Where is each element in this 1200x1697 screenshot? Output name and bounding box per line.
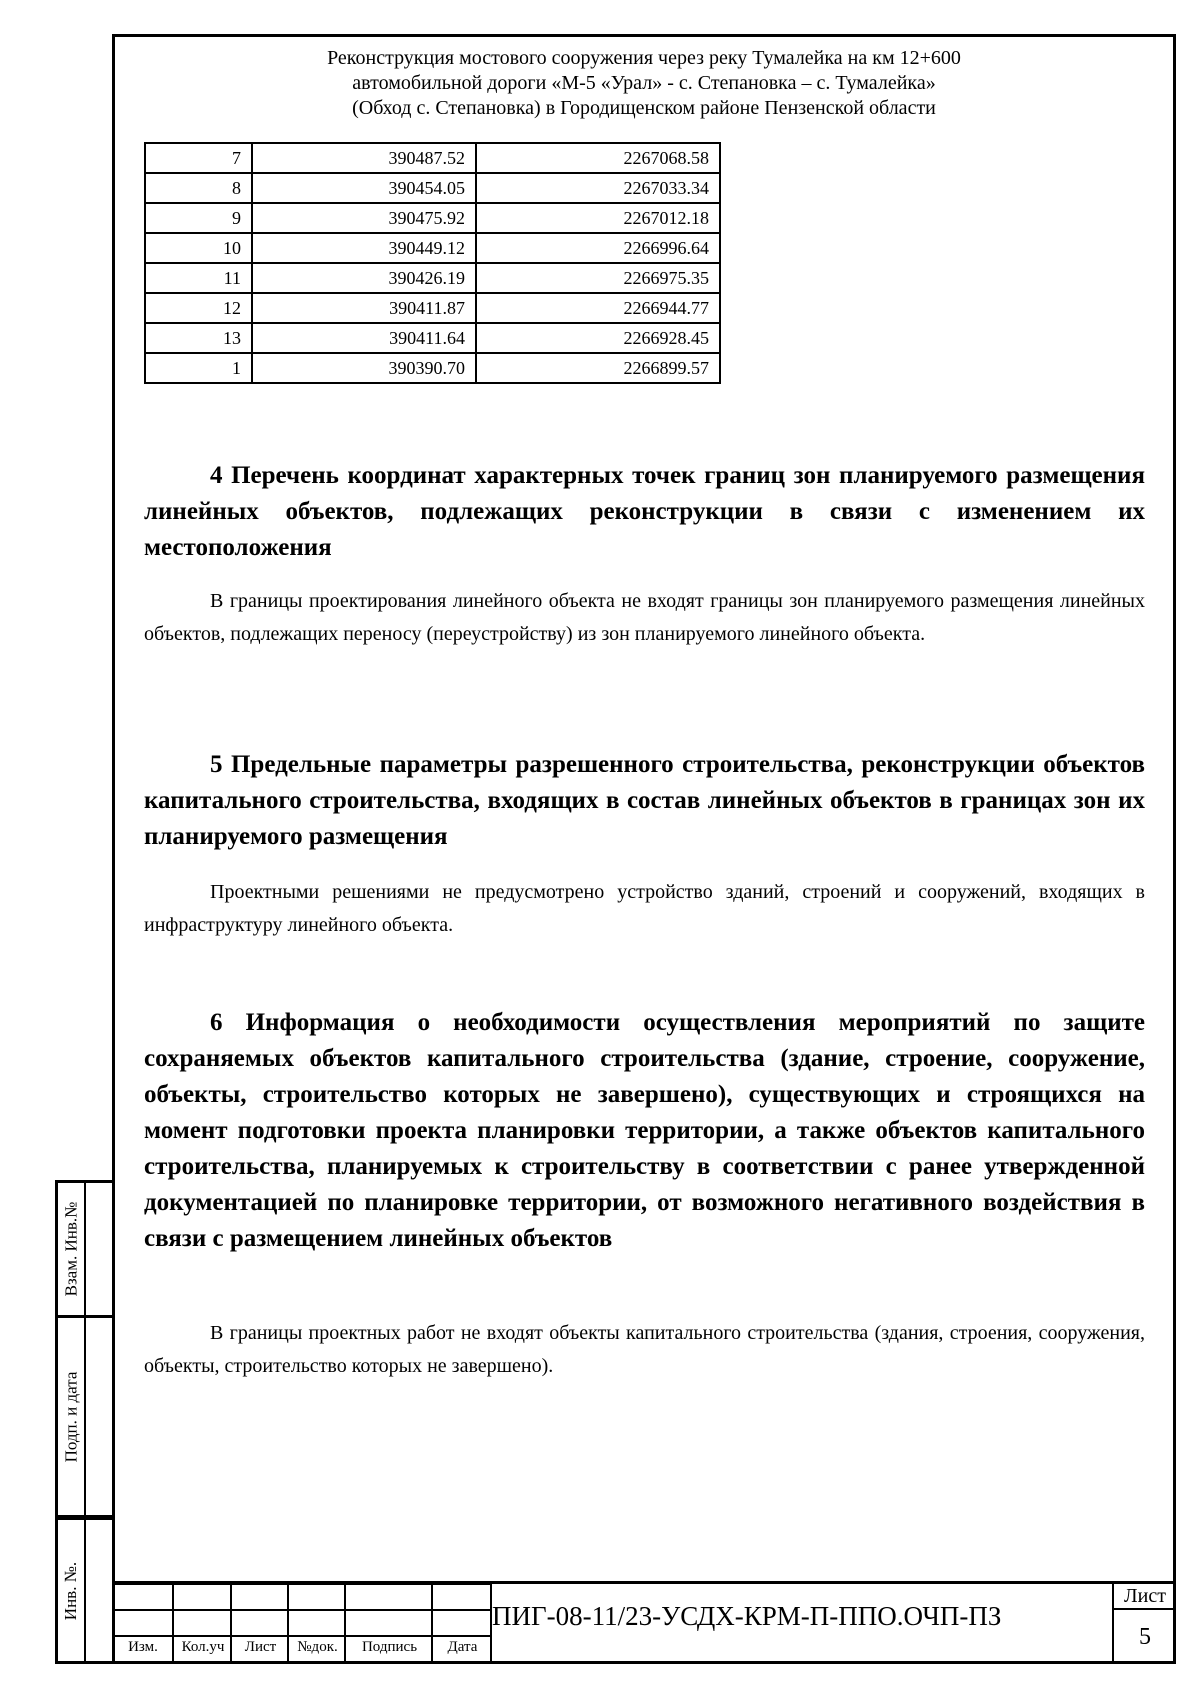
point-number: 1 bbox=[145, 353, 252, 383]
stamp-podpis: Подпись bbox=[361, 1639, 418, 1655]
document-code: ПИГ-08-11/23-УСДХ-КРМ-П-ППО.ОЧП-ПЗ bbox=[492, 1601, 1002, 1631]
coord-x: 390487.52 bbox=[252, 143, 476, 173]
coord-y: 2266899.57 bbox=[476, 353, 720, 383]
sheet-label: Лист bbox=[1112, 1583, 1176, 1610]
point-number: 9 bbox=[145, 203, 252, 233]
table-row bbox=[145, 173, 720, 203]
point-number: 12 bbox=[145, 293, 252, 323]
header-line-1: Реконструкция мостового сооружения через реку Тумалейка на км 12+600 bbox=[327, 47, 961, 69]
coord-x: 390475.92 bbox=[252, 203, 476, 233]
point-number: 10 bbox=[145, 233, 252, 263]
coord-x: 390411.64 bbox=[252, 323, 476, 353]
side-label-podp: Подп. и дата bbox=[61, 1371, 81, 1462]
stamp-data: Дата bbox=[447, 1639, 478, 1655]
coord-y: 2267068.58 bbox=[476, 143, 720, 173]
table-row bbox=[145, 263, 720, 293]
coord-x: 390454.05 bbox=[252, 173, 476, 203]
point-number: 8 bbox=[145, 173, 252, 203]
document-header bbox=[112, 46, 1176, 121]
section-5-title: 5 Предельные параметры разрешенного строительства, реконструкции объектов капитального строительства, входящих в состав линейных объектов в границах зон их планируемого размещения bbox=[144, 751, 1145, 850]
stamp-izm: Изм. bbox=[128, 1639, 158, 1655]
stamp-kol: Кол.уч bbox=[181, 1639, 225, 1655]
table-row bbox=[145, 203, 720, 233]
section-6-text: В границы проектных работ не входят объекты капитального строительства (здания, строения, сооружения, объекты, строительство которых не завершено). bbox=[144, 1322, 1145, 1377]
coord-y: 2266996.64 bbox=[476, 233, 720, 263]
coord-y: 2266944.77 bbox=[476, 293, 720, 323]
coordinates-table bbox=[144, 142, 721, 384]
stamp-list: Лист bbox=[244, 1639, 277, 1655]
coord-x: 390449.12 bbox=[252, 233, 476, 263]
sheet-number: 5 bbox=[1112, 1610, 1176, 1664]
coord-x: 390411.87 bbox=[252, 293, 476, 323]
table-row bbox=[145, 353, 720, 383]
coord-y: 2266928.45 bbox=[476, 323, 720, 353]
section-6-title: 6 Информация о необходимости осуществления мероприятий по защите сохраняемых объектов капитального строительства (здание, строение, сооружение, объекты, строительство которых не завершено), существующих и строящихся на момент подготовки проекта планировки территории, а также объектов капитального строительства, планируемых к строительству в соответствии с ранее утвержденной документацией по планировке территории, от возможного негативного воздействия в связи с размещением линейных объектов bbox=[144, 1009, 1145, 1252]
section-4-text: В границы проектирования линейного объекта не входят границы зон планируемого размещения линейных объектов, подлежащих переносу (переустройству) из зон планируемого линейного объекта. bbox=[144, 590, 1145, 645]
table-row bbox=[145, 143, 720, 173]
point-number: 13 bbox=[145, 323, 252, 353]
section-4-title: 4 Перечень координат характерных точек границ зон планируемого размещения линейных объектов, подлежащих реконструкции в связи с изменением их местоположения bbox=[144, 462, 1145, 561]
coord-y: 2267012.18 bbox=[476, 203, 720, 233]
side-label-inv: Инв. №. bbox=[61, 1561, 80, 1620]
stamp-ndok: №док. bbox=[297, 1639, 338, 1655]
side-strip-podp bbox=[55, 1318, 112, 1518]
table-row bbox=[145, 323, 720, 353]
table-row bbox=[145, 293, 720, 323]
side-strip-vzam bbox=[55, 1180, 112, 1318]
header-line-3: (Обход с. Степановка) в Городищенском районе Пензенской области bbox=[352, 97, 936, 119]
point-number: 11 bbox=[145, 263, 252, 293]
table-row bbox=[145, 233, 720, 263]
section-5-text: Проектными решениями не предусмотрено устройство зданий, строений и сооружений, входящих в инфраструктуру линейного объекта. bbox=[144, 881, 1145, 936]
point-number: 7 bbox=[145, 143, 252, 173]
header-line-2: автомобильной дороги «М-5 «Урал» - с. Степановка – с. Тумалейка» bbox=[352, 72, 936, 94]
side-label-vzam: Взам. Инв.№ bbox=[61, 1201, 81, 1297]
coord-y: 2266975.35 bbox=[476, 263, 720, 293]
coord-x: 390390.70 bbox=[252, 353, 476, 383]
coord-x: 390426.19 bbox=[252, 263, 476, 293]
side-strip-inv bbox=[55, 1518, 112, 1664]
coord-y: 2267033.34 bbox=[476, 173, 720, 203]
